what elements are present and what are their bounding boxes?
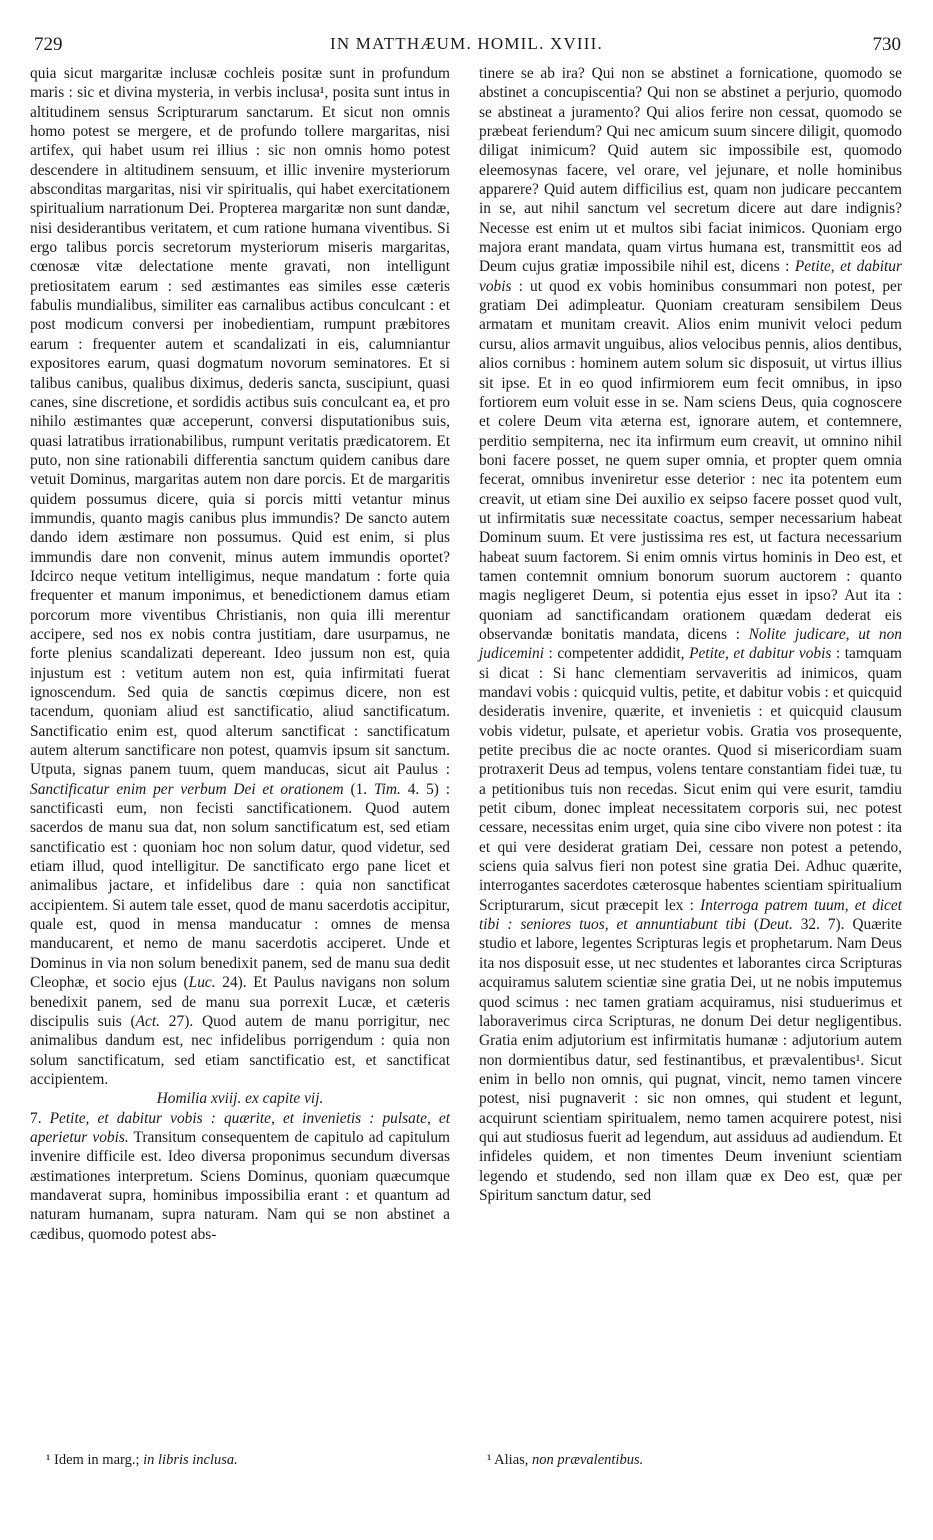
- right-paragraph-1: tinere se ab ira? Qui non se abstinet a fornicatione, quomodo se abstinet a concupiscentia? Qui non se abstinet a perjurio, quomodo se abstineat a juramento? Qui alios ferire non cessat, quomodo se præbeat feriendum? Qui nec amicum suum sincere diligit, quomodo diligat inimicum? Quid autem sic impossibile est, quomodo eleemosynas facere, vel orare, vel jejunare, et nolle hominibus apparere? Quid autem difficilius est, quam non judicare peccantem in se, aut nihil sanctum vel secretum dicere aut dare indignis? Necesse est enim ut et multos sibi faciat inimicos. Quoniam ergo majora erant mandata, quam virtus humana est, transmittit eos ad Deum cujus gratiæ impossibile nihil est, dicens : Petite, et dabitur vobis : ut quod ex vobis hominibus consummari non potest, per gratiam Dei adimpleatur. Quoniam creaturam sensibilem Deus armatam et munitam creavit. Alios enim munivit veloci pedum cursu, alios armavit unguibus, alios velocibus pennis, alios dentibus, alios cornibus : hominem autem solum sic disposuit, ut virtus illius sit ipse. Et in eo quod infirmiorem eum fecit omnibus, in ipso fortiorem eum voluit esse in se. Nam sciens Deus, quia cognoscere et colere Deum vita æterna est, ignorare autem, et contemnere, perditio sempiterna, nec ita infirmum eum creavit, ut omnino nihil boni facere posset, ne quem super omnia, et propter quem omnia fecerat, omnibus inveniretur esse deterior : nec ita potentem eum creavit, ut etiam sine Dei auxilio ex seipso facere posset quod vult, ut infirmitatis suæ necessitate coactus, semper necessarium habeat Dominum suum. Et vere justissima res est, ut factura necessarium habeat suum factorem. Si enim omnis virtus hominis in Deo est, et tamen contemnit omnium bonorum suorum auctorem : quanto magis negligeret Deum, si potentia ejus esset in ipso? Aut ita : quoniam ad sanctificandam orationem quædam dederat eis observandæ bonitatis mandata, dicens : Nolite judicare, ut non judicemini : competenter addidit, Petite, et dabitur vobis : tamquam si dicat : Si hanc clementiam servaveritis ad inimicos, quam mandavi vobis : quicquid vultis, petite, et dabitur vobis : et quicquid desideratis invenire, quærite, et invenietis : et quicquid clausum vobis videtur, pulsate, et aperietur vobis. Gratia vos prosequente, petite precibus die ac nocte orantes. Quod si misericordiam suam protraxerit Deus ad tempus, volens tentare constantiam fidei tuæ, tu a petitionibus tuis non recedas. Sicut enim qui vere esurit, tamdiu petit cibum, donec impleat necessitatem corporis sui, nec potest cessare, necessitas enim urget, quia sine cibo vivere non potest : ita et qui vere desiderat gratiam Dei, cessare non potest a petendo, sciens quia salvus fieri non potest sine gratia Dei. Adhuc quærite, interrogantes sacerdotes cæterosque habentes scientiam spiritualium Scripturarum, sicut præcepit lex : Interroga patrem tuum, et dicet tibi : seniores tuos, et annuntiabunt tibi (Deut. 32. 7). Quærite studio et labore, legentes Scripturas legis et prophetarum. Nam Deus ita nos disposuit esse, ut nec studentes et laborantes circa Scripturas acquiramus salutem scientiæ sine gratia Dei, ut ne nobis imputemus quod scimus : nec tamen gratiam acquiramus, nisi studuerimus et laboraverimus circa Scripturas, ne donum Dei detur negligentibus. Gratia enim adjutorium est infirmitatis humanæ : adjutorium autem non dormientibus datur, sed festinantibus, et prævalentibus¹. Sicut enim in bello non omnis, qui pugnat, vincit, nemo tamen vincere potest, nisi pugnaverit : sic non omnes, qui student et legunt, acquirunt scientiam spiritualem, nemo tamen acquirere potest, nisi qui aut studiosus fuerit ad legendum, aut assiduus ad audiendum. Et infideles quidem, et non timentes Deum inveniunt scientiam legendo et studendo, sed non illam quæ ex Deo est, quæ per Spiritum sanctum datur, sed: [479, 65, 903, 1204]
- page-header: [30, 34, 903, 56]
- left-column: [30, 64, 450, 1244]
- page-number-right: 730: [872, 34, 901, 55]
- left-paragraph-1: quia sicut margaritæ inclusæ cochleis positæ sunt in profundum maris : sic et divina mysteria, in verbis inclusa¹, posita sunt intus in altitudinem sensus Scripturarum sanctarum. Et sicut non omnis homo potest se mergere, et de profundo tollere margaritas, nisi artifex, qui habet usum rei illius : sic non omnis homo potest descendere in altitudinem sensuum, et illic invenire mysteriorum absconditas margaritas, nisi vir spiritualis, qui habet exercitationem spiritualium narrationum Dei. Propterea margaritæ non sunt dandæ, nisi desiderantibus veritatem, et cum ratione humana viventibus. Si ergo talibus porcis secretorum mysteriorum miseris margaritas, cœnosæ vitæ delectatione mente gravati, non intelligunt pretiositatem earum : sed æstimantes eas similes esse cæteris fabulis mundialibus, similiter eas carnalibus actibus conculcant : et post modicum conversi per inobedientiam, rumpunt præbitores earum : frequenter autem et scandalizati in eis, calumniantur expositores earum, quasi dogmatum novorum seminatores. Et si talibus canibus, qualibus diximus, dederis sancta, suscipiunt, quasi canes, sine discretione, et sordidis actibus suis conculcant ea, et pro nihilo æstimantes quæ acceperunt, conversi disputationibus suis, quasi latratibus irrationabilibus, rumpunt veritatis prædicatorem. Et puto, non sine rationabili differentia sanctum quidem canibus dare vetuit Dominus, margaritas autem non dare porcis. Et de margaritis quidem possumus dicere, quia si porcis mitti vetantur minus immundis, quanto magis canibus plus immundis? De sancto autem dando idem æstimare non possumus. Quid est enim, si plus immundis dare non convenit, minus autem immundis oportet? Idcirco neque vetitum intelligimus, neque mandatum : forte quia frequenter et manum imponimus, et benedictionem damus etiam porcorum more viventibus Christianis, non quia illi merentur accipere, sed nos ex nobis contra justitiam, dare usurpamus, ne forte plenius scandalizati depereant. Ideo jussum non est, quia injustum est : vetitum autem non est, quia infirmitati fuerat ignoscendum. Sed quia de sanctis cœpimus dicere, non est tacendum, quoniam aliud est sanctificatio, aliud sanctificatum. Sanctificatio enim est, quod alterum sanctificat : sanctificatum autem alterum sanctificare non potest, quamvis ipsum sit sanctum. Utputa, signas panem tuum, quem manducas, sicut ait Paulus : Sanctificatur enim per verbum Dei et orationem (1. Tim. 4. 5) : sanctificasti eum, non fecisti sanctificationem. Quod autem sacerdos de manu sua dat, non solum sanctificatum est, sed etiam sanctificatio est : quoniam hoc non solum datur, quod videtur, sed etiam illud, quod intelligitur. De sanctificato ergo pane licet et animalibus jactare, et infidelibus dare : quia non sanctificat accipientem. Si autem tale esset, quod de manu sacerdotis accipitur, quale est, quod in mensa manducatur : omnes de mensa manducarent, et nemo de manu sacerdotis acciperet. Unde et Dominus in via non solum benedixit panem, sed de manu sua dedit Cleophæ, et socio ejus (Luc. 24). Et Paulus navigans non solum benedixit panem, sed de manu sua porrexit Lucæ, et cæteris discipulis suis (Act. 27). Quod autem de manu porrigitur, nec animalibus dandum est, nec infidelibus porrigendum : quia non solum sanctificatum, sed etiam sanctificatio est, et sanctificat accipientem.: [30, 65, 450, 1088]
- page-number-left: 729: [34, 34, 63, 55]
- left-paragraph-2: 7. Petite, et dabitur vobis : quærite, et invenietis : pulsate, et aperietur vobis. Transitum consequentem de capitulo ad capitulum invenire difficile est. Ideo diversa proponimus secundum diversas æstimationes interpretum. Sciens Dominus, quoniam quæcumque mandaverat supra, hominibus impossibilia erant : et quantum ad naturam humanam, supra naturam. Nam qui se non abstinet a cædibus, quomodo potest abs-: [30, 1109, 450, 1243]
- footnote-right: ¹ Alias, non prævalentibus.: [487, 1452, 644, 1468]
- homily-heading: Homilia xviij. ex capite vij.: [156, 1090, 324, 1108]
- footnote-left: ¹ Idem in marg.; in libris inclusa.: [46, 1452, 238, 1468]
- running-title: IN MATTHÆUM. HOMIL. XVIII.: [330, 34, 603, 53]
- right-column: [479, 64, 902, 1205]
